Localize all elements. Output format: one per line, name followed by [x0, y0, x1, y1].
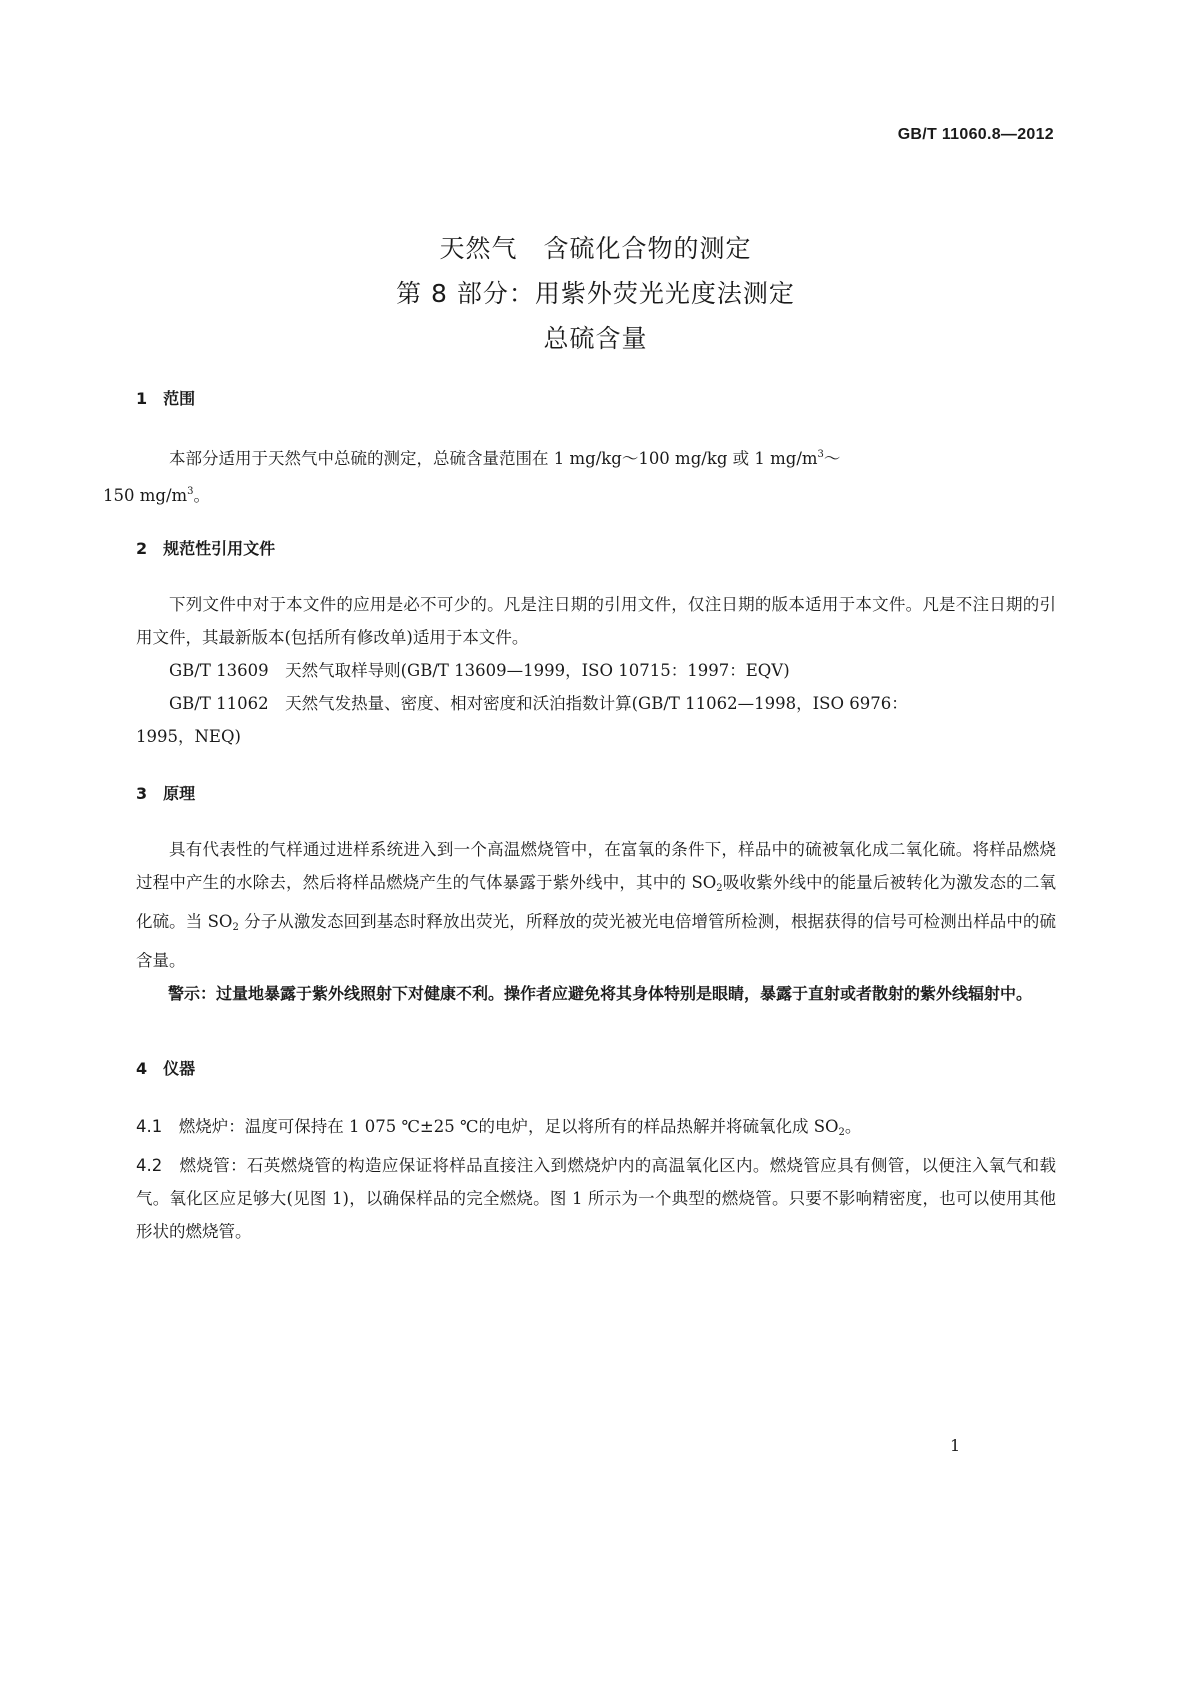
title-line-1: 天然气 含硫化合物的测定	[439, 234, 752, 263]
reference-item: GB/T 11062 天然气发热量、密度、相对密度和沃泊指数计算(GB/T 11062—1998，ISO 6976：	[169, 694, 908, 713]
title-line-2: 第 8 部分：用紫外荧光光度法测定	[396, 279, 795, 308]
section-2-heading: 2 规范性引用文件	[136, 539, 276, 558]
clause-4-1: 4.1 燃烧炉：温度可保持在 1 075 ℃±25 ℃的电炉，足以将所有的样品热解并将硫氧化成 $SO_2$。	[136, 1117, 862, 1138]
section-4-body	[136, 1110, 1056, 1248]
section-3-body	[136, 833, 1056, 1010]
clause-4-2: 4.2 燃烧管：石英燃烧管的构造应保证将样品直接注入到燃烧炉内的高温氧化区内。燃烧管应具有侧管，以便注入氧气和载气。氧化区应足够大(见图 1)，以确保样品的完全燃烧。图 1 所示为一个典型的燃烧管。只要不影响精密度，也可以使用其他形状的燃烧管。	[136, 1156, 1057, 1241]
reference-item-continued: 1995，NEQ)	[136, 727, 241, 746]
normative-intro-paragraph: 下列文件中对于本文件的应用是必不可少的。凡是注日期的引用文件，仅注日期的版本适用于本文件。凡是不注日期的引用文件，其最新版本(包括所有修改单)适用于本文件。	[136, 595, 1056, 647]
warning-paragraph: 警示：过量地暴露于紫外线照射下对健康不利。操作者应避免将其身体特别是眼睛，暴露于直射或者散射的紫外线辐射中。	[168, 984, 1033, 1003]
section-2-body	[136, 588, 1056, 753]
section-3-heading: 3 原理	[136, 784, 196, 803]
principle-paragraph: 具有代表性的气样通过进样系统进入到一个高温燃烧管中，在富氧的条件下，样品中的硫被氧化成二氧化硫。将样品燃烧过程中产生的水除去，然后将样品燃烧产生的气体暴露于紫外线中，其中的 $SO_2$吸收紫外线中的能量后被转化为激发态的二氧化硫。当 $SO_2$ 分子从激发态回到基态时释放出荧光，所释放的荧光被光电倍增管所检测，根据获得的信号可检测出样品中的硫含量。	[136, 840, 1057, 970]
section-4-heading: 4 仪器	[136, 1059, 196, 1078]
title-line-3: 总硫含量	[543, 324, 648, 353]
page-number: 1	[950, 1436, 961, 1455]
document-title	[0, 226, 1191, 361]
scope-paragraph: 本部分适用于天然气中总硫的测定，总硫含量范围在 1 mg/kg～100 mg/kg 或 1 $mg/m^3\sim$ 150 $mg/m^3$。	[103, 449, 841, 505]
standard-code: GB/T 11060.8—2012	[897, 126, 1054, 143]
section-1-body	[103, 438, 1056, 512]
section-1-heading: 1 范围	[136, 389, 196, 408]
reference-item: GB/T 13609 天然气取样导则(GB/T 13609—1999，ISO 10715：1997：EQV)	[169, 661, 790, 680]
